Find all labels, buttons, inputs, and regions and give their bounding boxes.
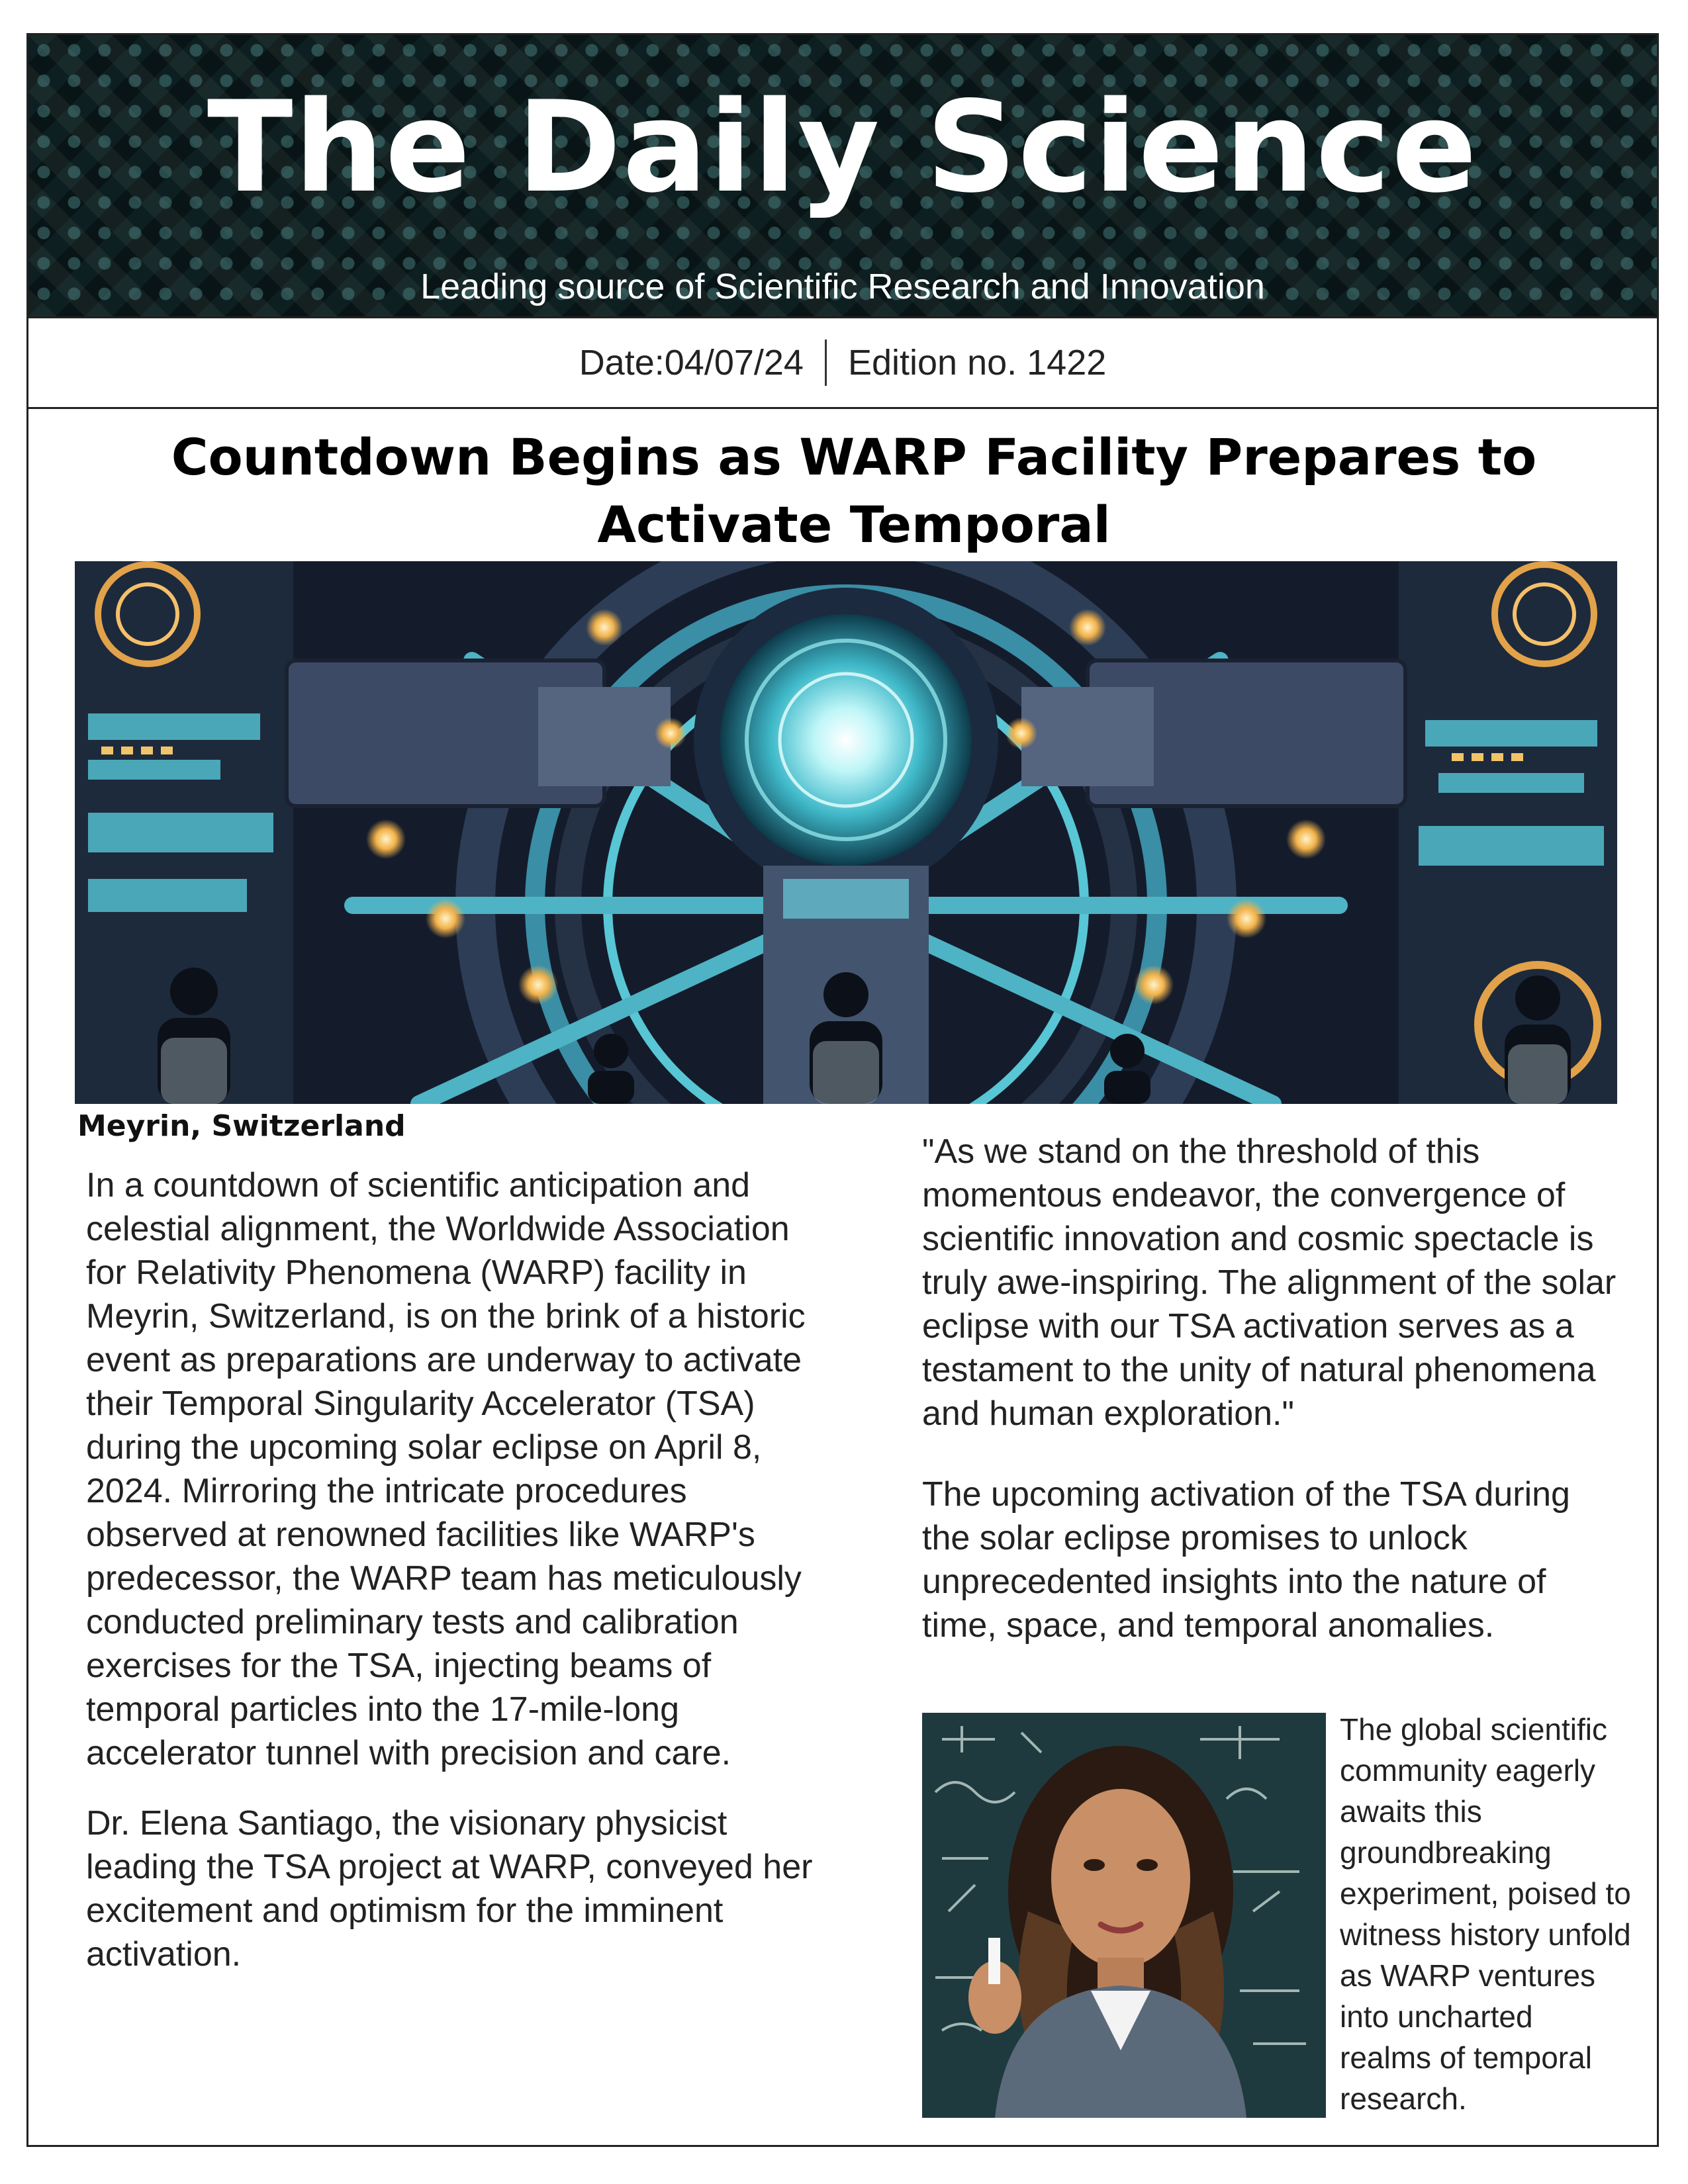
- newspaper-tagline: Leading source of Scientific Research and Innovation: [420, 267, 1265, 306]
- newspaper-title: The Daily Science: [207, 74, 1479, 220]
- article-location: Meyrin, Switzerland: [77, 1109, 406, 1143]
- accelerator-illustration: [75, 561, 1617, 1104]
- article-column-left: [86, 1163, 827, 1976]
- scientist-portrait: [922, 1713, 1326, 2118]
- article-paragraph: In a countdown of scientific anticipation and celestial alignment, the Worldwide Association for Relativity Phenomena (WARP) facility in Meyrin, Switzerland, is on the brink of a historic event as preparations are underway to activate their Temporal Singularity Accelerator (TSA) during the upcoming solar eclipse on April 8, 2024. Mirroring the intricate procedures observed at renowned facilities like WARP's predecessor, the WARP team has meticulously conducted preliminary tests and calibration exercises for the TSA, injecting beams of temporal particles into the 17-mile-long accelerator tunnel with precision and care.: [86, 1166, 806, 1772]
- masthead: [28, 35, 1657, 316]
- article-paragraph: The upcoming activation of the TSA during the solar eclipse promises to unlock unprecedented insights into the nature of time, space, and temporal anomalies.: [922, 1475, 1570, 1645]
- article-quote: "As we stand on the threshold of this momentous endeavor, the convergence of scientific innovation and cosmic spectacle is truly awe-inspiring. The alignment of the solar eclipse with our TSA activation serves as a testament to the unity of natural phenomena and human exploration.": [922, 1132, 1617, 1433]
- dateline-divider: [825, 340, 827, 386]
- headline-line-1: Countdown Begins as WARP Facility Prepares to Activate Temporal: [171, 428, 1537, 554]
- dateline-bar: [28, 316, 1657, 409]
- issue-date: Date:04/07/24: [579, 343, 804, 383]
- article-column-right: [922, 1130, 1617, 1647]
- sidebar-paragraph: The global scientific community eagerly awaits this groundbreaking experiment, poised to witness history unfold as WARP ventures into uncharted realms of temporal research.: [1340, 1712, 1631, 2116]
- edition-number: Edition no. 1422: [847, 343, 1107, 383]
- article-paragraph: Dr. Elena Santiago, the visionary physicist leading the TSA project at WARP, conveyed her excitement and optimism for the imminent activation.: [86, 1804, 813, 1974]
